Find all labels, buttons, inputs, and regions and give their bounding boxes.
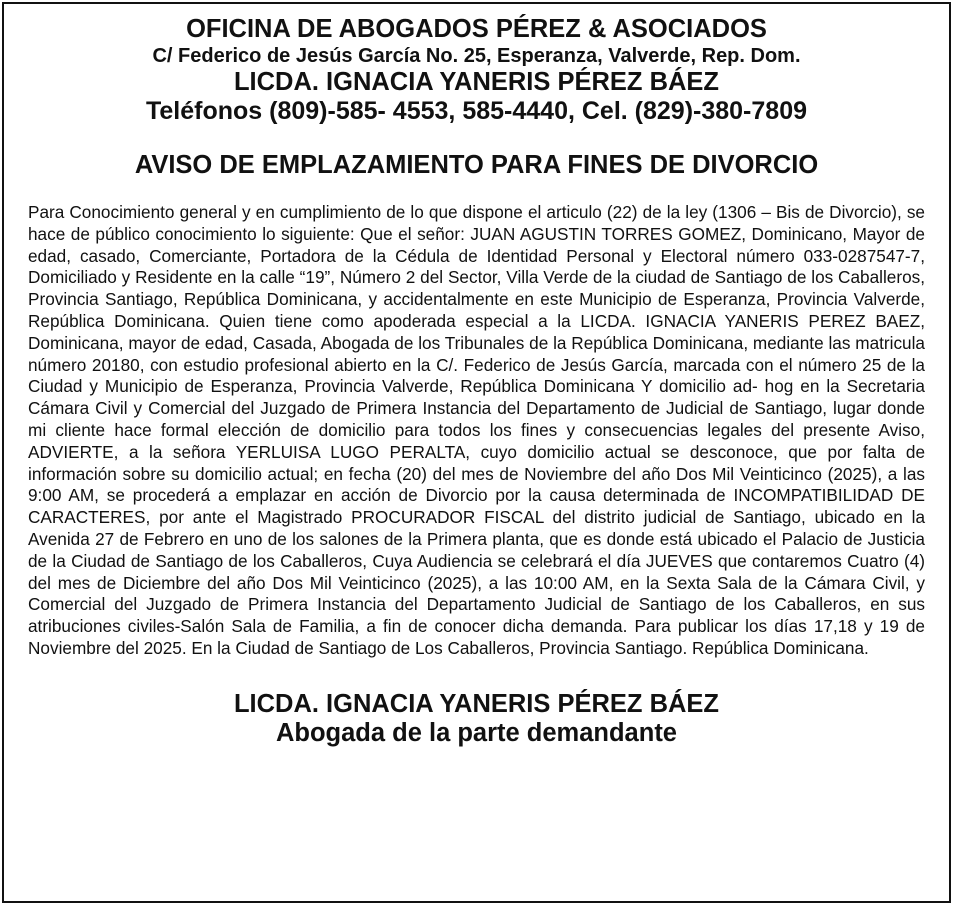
notice-body: Para Conocimiento general y en cumplimiento de lo que dispone el articulo (22) de la ley (1306 – Bis de Divorcio), se hace de público conocimiento lo siguiente: Que el señor: JUAN AGUSTIN TORRES GOMEZ, Dominicano, Mayor de edad, casado, Comerciante, Portadora de la Cédula de Identidad Personal y Electoral número 033-0287547-7, Domiciliado y Residente en la calle “19”, Número 2 del Sector, Villa Verde de la ciudad de Santiago de los Caballeros, Provincia Santiago, República Dominicana, y accidentalmente en este Municipio de Esperanza, Provincia Valverde, República Dominicana. Quien tiene como apoderada especial a la LICDA. IGNACIA YANERIS PEREZ BAEZ, Dominicana, mayor de edad, Casada, Abogada de los Tribunales de la República Dominicana, mediante las matricula número 20180, con estudio profesional abierto en la C/. Federico de Jesús García, marcada con el número 25 de la Ciudad y Municipio de Esperanza, Provincia Valverde, República Dominicana Y domicilio ad- hog en la Secretaria Cámara Civil y Comercial del Juzgado de Primera Instancia del Departamento de Judicial de Santiago, lugar donde mi cliente hace formal elección de domicilio para todos los fines y consecuencias legales del presente Aviso, ADVIERTE, a la señora YERLUISA LUGO PERALTA, cuyo domicilio actual se desconoce, que por falta de información sobre su domicilio actual; en fecha (20) del mes de Noviembre del año Dos Mil Veinticinco (2025), a las 9:00 AM, se procederá a emplazar en acción de Divorcio por la causa determinada de INCOMPATIBILIDAD DE CARACTERES, por ante el Magistrado PROCURADOR FISCAL del distrito judicial de Santiago, ubicado en la Avenida 27 de Febrero en uno de los salones de la Primera planta, que es donde está ubicado el Palacio de Justicia de la Ciudad de Santiago de los Caballeros, Cuya Audiencia se celebrará el día JUEVES que contaremos Cuatro (4) del mes de Diciembre del año Dos Mil Veinticinco (2025), a las 10:00 AM, en la Sexta Sala de la Cámara Civil, y Comercial del Juzgado de Primera Instancia del Departamento Judicial de Santiago de los Caballeros, en sus atribuciones civiles-Salón Sala de Familia, a fin de conocer dicha demanda. Para publicar los días 17,18 y 19 de Noviembre del 2025. En la Ciudad de Santiago de Los Caballeros, Provincia Santiago. República Dominicana. — [28, 202, 925, 658]
signature-role: Abogada de la parte demandante — [275, 718, 677, 747]
notice-frame — [2, 2, 951, 903]
signature-name: LICDA. IGNACIA YANERIS PÉREZ BÁEZ — [233, 689, 720, 718]
signature-block — [4, 690, 949, 748]
letterhead — [4, 14, 949, 126]
notice-title: AVISO DE EMPLAZAMIENTO PARA FINES DE DIVORCIO — [134, 151, 819, 179]
phone-numbers: Teléfonos (809)-585- 4553, 585-4440, Cel. (829)-380-7809 — [145, 97, 807, 125]
lawyer-name: LICDA. IGNACIA YANERIS PÉREZ BÁEZ — [233, 68, 720, 96]
firm-address: C/ Federico de Jesús García No. 25, Esperanza, Valverde, Rep. Dom. — [152, 45, 801, 67]
firm-name: OFICINA DE ABOGADOS PÉREZ & ASOCIADOS — [186, 15, 767, 43]
